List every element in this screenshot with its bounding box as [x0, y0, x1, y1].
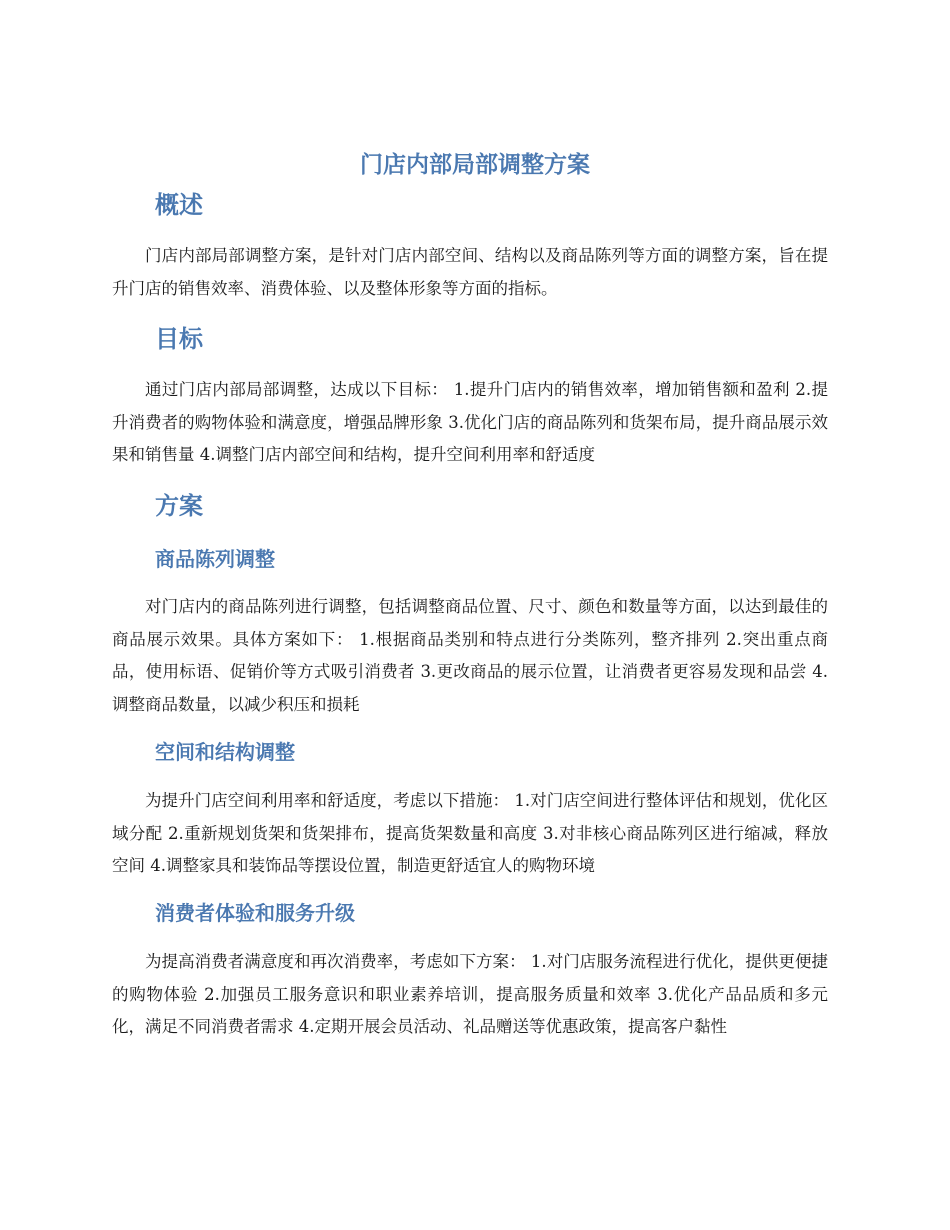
paragraph-overview: 门店内部局部调整方案，是针对门店内部空间、结构以及商品陈列等方面的调整方案，旨在提升门店的销售效率、消费体验、以及整体形象等方面的指标。 — [112, 246, 828, 298]
paragraph-goals: 通过门店内部局部调整，达成以下目标： 1.提升门店内的销售效率，增加销售额和盈利 2.提升消费者的购物体验和满意度，增强品牌形象 3.优化门店的商品陈列和货架布局，提升商品展示效果和销售量 4.调整门店内部空间和结构，提升空间利用率和舒适度 — [112, 380, 828, 464]
heading-overview: 概述 — [155, 191, 203, 219]
heading-goals: 目标 — [155, 325, 203, 353]
heading-plan: 方案 — [155, 492, 203, 520]
paragraph-display-adjustment: 对门店内的商品陈列进行调整，包括调整商品位置、尺寸、颜色和数量等方面，以达到最佳的商品展示效果。具体方案如下： 1.根据商品类别和特点进行分类陈列，整齐排列 2.突出重点商品，使用标语、促销价等方式吸引消费者 3.更改商品的展示位置，让消费者更容易发现和品尝 4.调整商品数量，以减少积压和损耗 — [112, 597, 828, 714]
paragraph-service-upgrade: 为提高消费者满意度和再次消费率，考虑如下方案： 1.对门店服务流程进行优化，提供更便捷的购物体验 2.加强员工服务意识和职业素养培训，提高服务质量和效率 3.优化产品品质和多元化，满足不同消费者需求 4.定期开展会员活动、礼品赠送等优惠政策，提高客户黏性 — [112, 952, 828, 1036]
document-title: 门店内部局部调整方案 — [360, 152, 590, 178]
paragraph-space-adjustment: 为提升门店空间利用率和舒适度，考虑以下措施： 1.对门店空间进行整体评估和规划，优化区域分配 2.重新规划货架和货架排布，提高货架数量和高度 3.对非核心商品陈列区进行缩减，释放空间 4.调整家具和装饰品等摆设位置，制造更舒适宜人的购物环境 — [112, 791, 828, 875]
heading-space-adjustment: 空间和结构调整 — [155, 740, 295, 764]
heading-display-adjustment: 商品陈列调整 — [155, 547, 275, 571]
heading-service-upgrade: 消费者体验和服务升级 — [155, 901, 355, 925]
